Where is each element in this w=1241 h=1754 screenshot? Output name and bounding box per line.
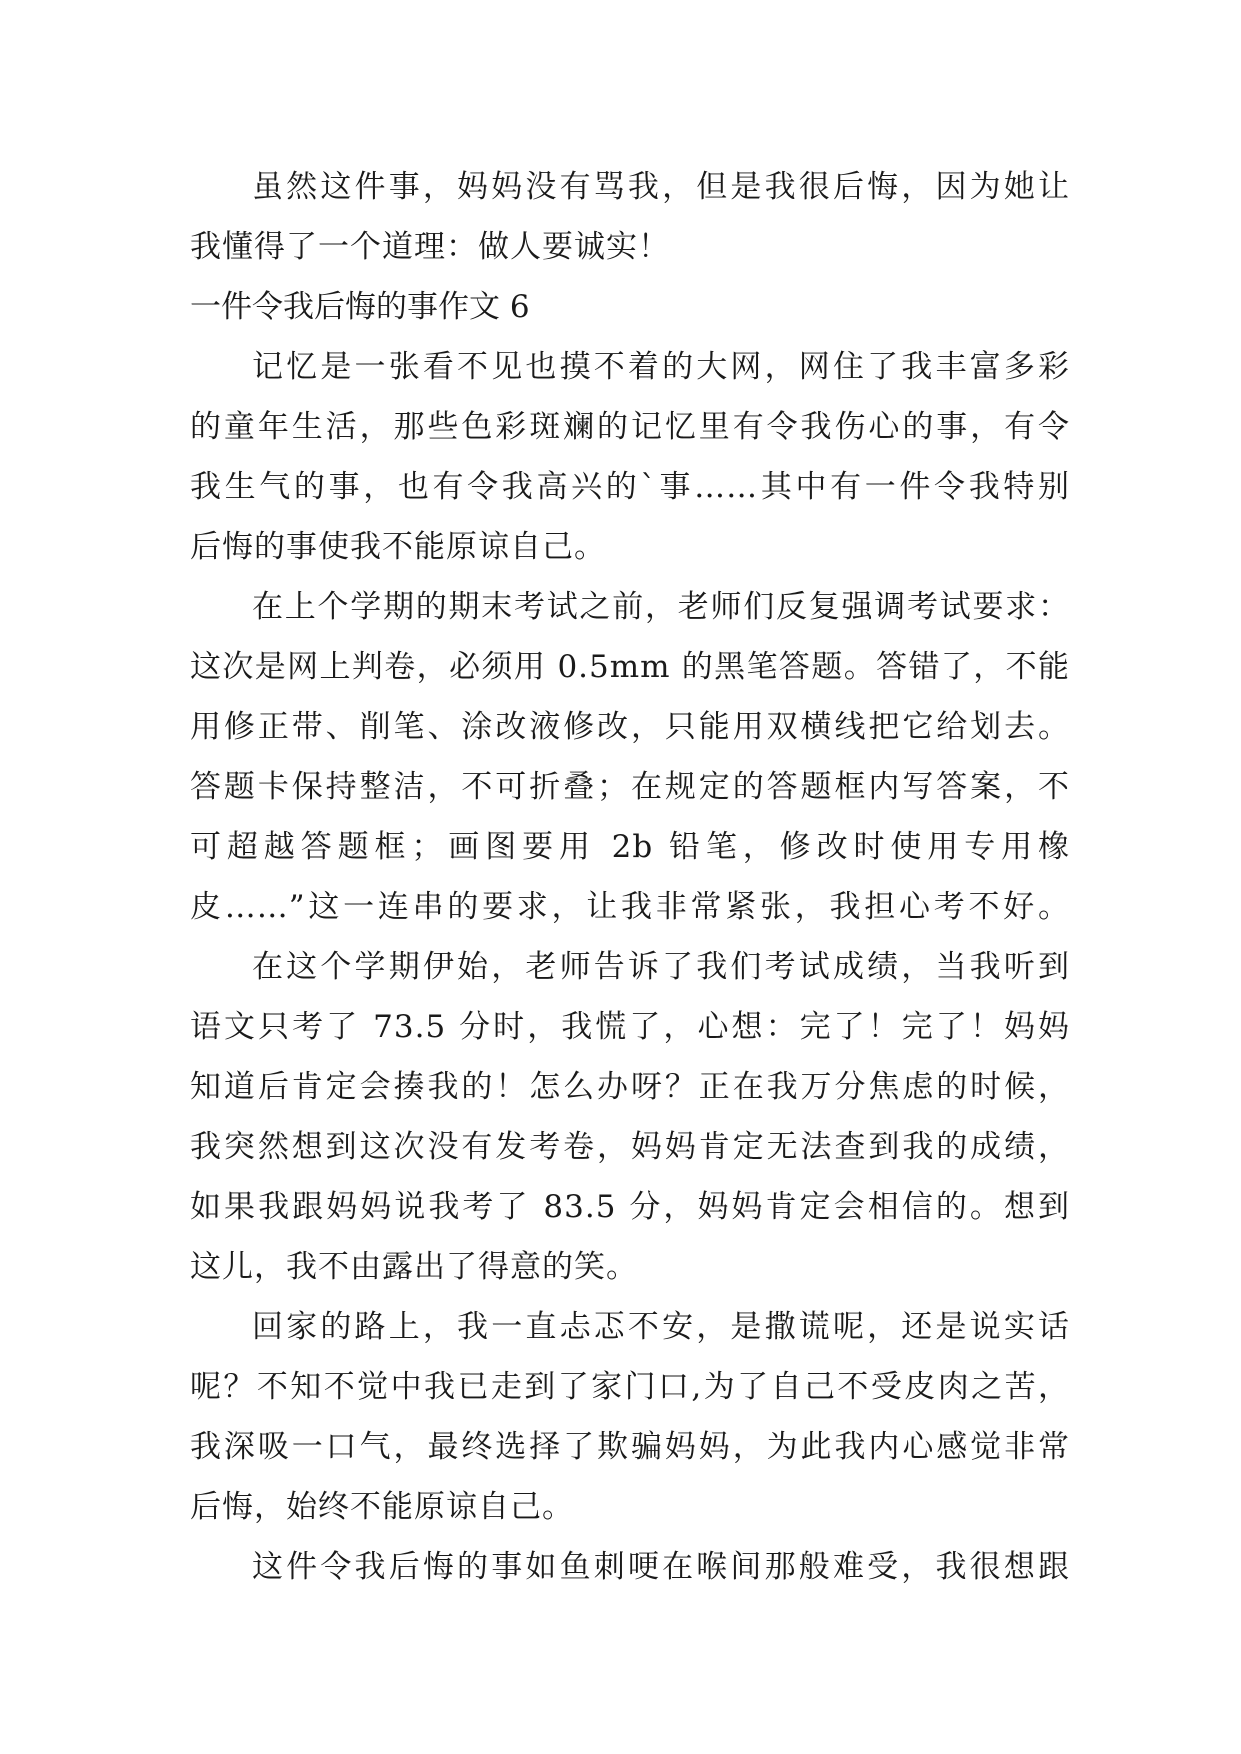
essay-heading: 一件令我后悔的事作文 6 <box>190 289 530 325</box>
paragraph-2-line-4: 后悔的事使我不能原谅自己。 <box>190 529 606 565</box>
paragraph-3-line-4: 答题卡保持整洁，不可折叠；在规定的答题框内写答案，不 <box>190 769 1070 805</box>
paragraph-2-line-1: 记忆是一张看不见也摸不着的大网，网住了我丰富多彩 <box>252 349 1070 385</box>
paragraph-3-line-6: 皮……”这一连串的要求，让我非常紧张，我担心考不好。 <box>190 889 1070 925</box>
paragraph-4-line-3: 知道后肯定会揍我的！怎么办呀？正在我万分焦虑的时候， <box>190 1069 1070 1105</box>
paragraph-1-line-2: 我懂得了一个道理：做人要诚实！ <box>190 229 670 265</box>
paragraph-4-line-6: 这儿，我不由露出了得意的笑。 <box>190 1249 638 1285</box>
paragraph-4-line-2: 语文只考了 73.5 分时，我慌了，心想：完了！完了！妈妈 <box>190 1009 1070 1045</box>
paragraph-3-line-2: 这次是网上判卷，必须用 0.5mm 的黑笔答题。答错了，不能 <box>190 649 1070 685</box>
paragraph-3-line-5: 可超越答题框；画图要用 2b 铅笔，修改时使用专用橡 <box>190 829 1070 865</box>
paragraph-4-line-5: 如果我跟妈妈说我考了 83.5 分，妈妈肯定会相信的。想到 <box>190 1189 1070 1225</box>
paragraph-2-line-2: 的童年生活，那些色彩斑斓的记忆里有令我伤心的事，有令 <box>190 409 1070 445</box>
essay-body <box>190 157 1070 1597</box>
paragraph-4-line-1: 在这个学期伊始，老师告诉了我们考试成绩，当我听到 <box>252 949 1070 985</box>
paragraph-5-line-2: 呢？不知不觉中我已走到了家门口,为了自己不受皮肉之苦， <box>190 1369 1070 1405</box>
paragraph-6-line-1: 这件令我后悔的事如鱼刺哽在喉间那般难受，我很想跟 <box>252 1549 1070 1585</box>
paragraph-5-line-4: 后悔，始终不能原谅自己。 <box>190 1489 574 1525</box>
paragraph-5-line-1: 回家的路上，我一直忐忑不安，是撒谎呢，还是说实话 <box>252 1309 1070 1345</box>
paragraph-3-line-3: 用修正带、削笔、涂改液修改，只能用双横线把它给划去。 <box>190 709 1070 745</box>
paragraph-3-line-1: 在上个学期的期末考试之前，老师们反复强调考试要求： <box>252 589 1070 625</box>
paragraph-5-line-3: 我深吸一口气，最终选择了欺骗妈妈，为此我内心感觉非常 <box>190 1429 1070 1465</box>
paragraph-2-line-3: 我生气的事，也有令我高兴的`事……其中有一件令我特别 <box>190 469 1070 505</box>
paragraph-1-line-1: 虽然这件事，妈妈没有骂我，但是我很后悔，因为她让 <box>252 169 1070 205</box>
paragraph-4-line-4: 我突然想到这次没有发考卷，妈妈肯定无法查到我的成绩， <box>190 1129 1070 1165</box>
